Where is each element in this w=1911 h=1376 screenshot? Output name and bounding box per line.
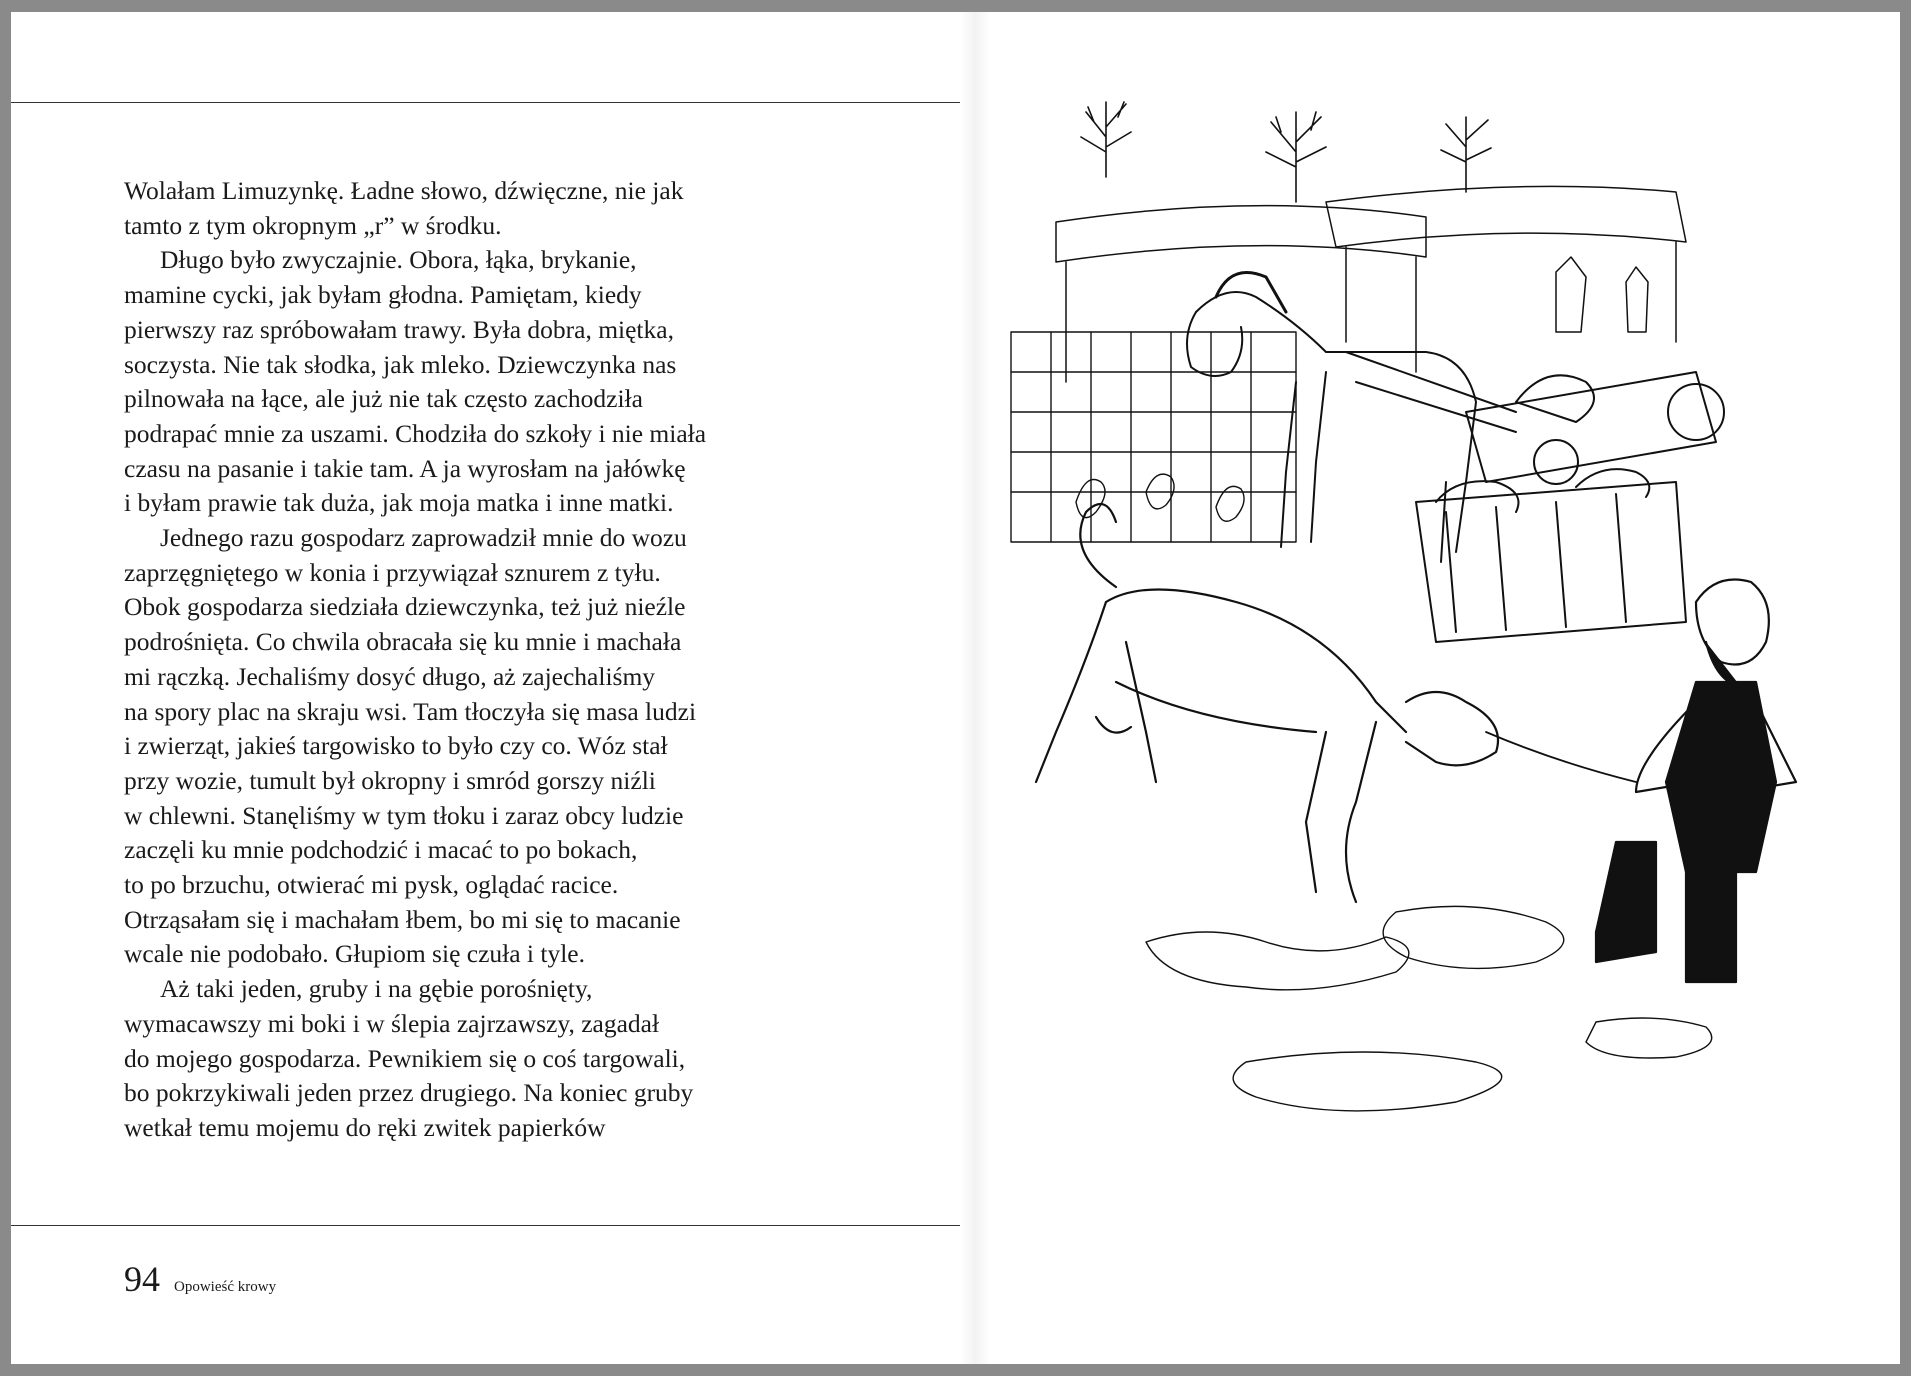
text-line: zaprzęgniętego w konia i przywiązał sznurem z tyłu. (124, 557, 661, 587)
market-illustration (996, 82, 1866, 1162)
text-line: na spory plac na skraju wsi. Tam tłoczyła się masa ludzi (124, 696, 697, 726)
lead-rope-drawing (1486, 732, 1636, 782)
text-line: podrapać mnie za uszami. Chodziła do szkoły i nie miała (124, 418, 707, 448)
text-line: Otrząsałam się i machałam łbem, bo mi się to macanie (124, 904, 681, 934)
text-line: czasu na pasanie i takie tam. A ja wyrosłam na jałówkę (124, 453, 686, 483)
header-rule (11, 102, 960, 103)
running-title: Opowieść krowy (174, 1279, 277, 1295)
text-line: bo pokrzykiwali jeden przez drugiego. Na koniec gruby (124, 1078, 694, 1108)
text-line: mamine cycki, jak byłam głodna. Pamiętam, kiedy (124, 280, 642, 310)
text-line: podrośnięta. Co chwila obracała się ku mnie i machała (124, 627, 682, 657)
text-line: wymacawszy mi boki i w ślepia zajrzawszy, zagadał (124, 1008, 660, 1038)
cow-drawing (1036, 504, 1498, 902)
body-text (124, 174, 784, 1146)
farmer-drawing (1596, 580, 1796, 983)
book-spread (11, 12, 1900, 1364)
text-line: Wolałam Limuzynkę. Ładne słowo, dźwięczne, nie jak (124, 176, 684, 205)
text-line: i zwierząt, jakieś targowisko to było czy co. Wóz stał (124, 731, 668, 761)
text-line: Jednego razu gospodarz zaprowadził mnie do wozu (160, 523, 687, 553)
text-line: przy wozie, tumult był okropny i smród gorszy niźli (124, 765, 656, 795)
pig-crate-drawing (1416, 469, 1686, 642)
text-line: tamto z tym okropnym „r” w środku. (124, 210, 502, 240)
text-line: zaczęli ku mnie podchodzić i macać to po bokach, (124, 835, 638, 865)
text-line: Aż taki jeden, gruby i na gębie porośnięty, (160, 974, 593, 1004)
text-line: w chlewni. Stanęliśmy w tym tłoku i zaraz obcy ludzie (124, 800, 684, 830)
text-line: i byłam prawie tak duża, jak moja matka i inne matki. (124, 488, 674, 518)
text-line: soczysta. Nie tak słodka, jak mleko. Dziewczynka nas (124, 349, 677, 379)
text-line: Długo było zwyczajnie. Obora, łąka, brykanie, (160, 245, 637, 275)
book-gutter (960, 12, 990, 1364)
text-line: wcale nie podobało. Głupiom się czuła i tyle. (124, 939, 585, 969)
trees-drawing (1081, 102, 1491, 202)
text-line: pilnowała na łące, ale już nie tak często zachodziła (124, 384, 643, 414)
poultry-pen-drawing (1011, 332, 1296, 542)
text-line: pierwszy raz spróbowałam trawy. Była dobra, miętka, (124, 314, 674, 344)
text-line: Obok gospodarza siedziała dziewczynka, też już nieźle (124, 592, 686, 622)
text-line: to po brzuchu, otwierać mi pysk, oglądać racice. (124, 870, 619, 900)
text-line: do mojego gospodarza. Pewnikiem się o coś targowali, (124, 1043, 686, 1073)
text-line: mi rączką. Jechaliśmy dosyć długo, aż zajechaliśmy (124, 661, 656, 691)
footer-rule (11, 1225, 960, 1226)
folio (124, 1258, 276, 1300)
page-number: 94 (124, 1259, 160, 1299)
text-line: wetkał temu mojemu do ręki zwitek papierków (124, 1112, 606, 1142)
